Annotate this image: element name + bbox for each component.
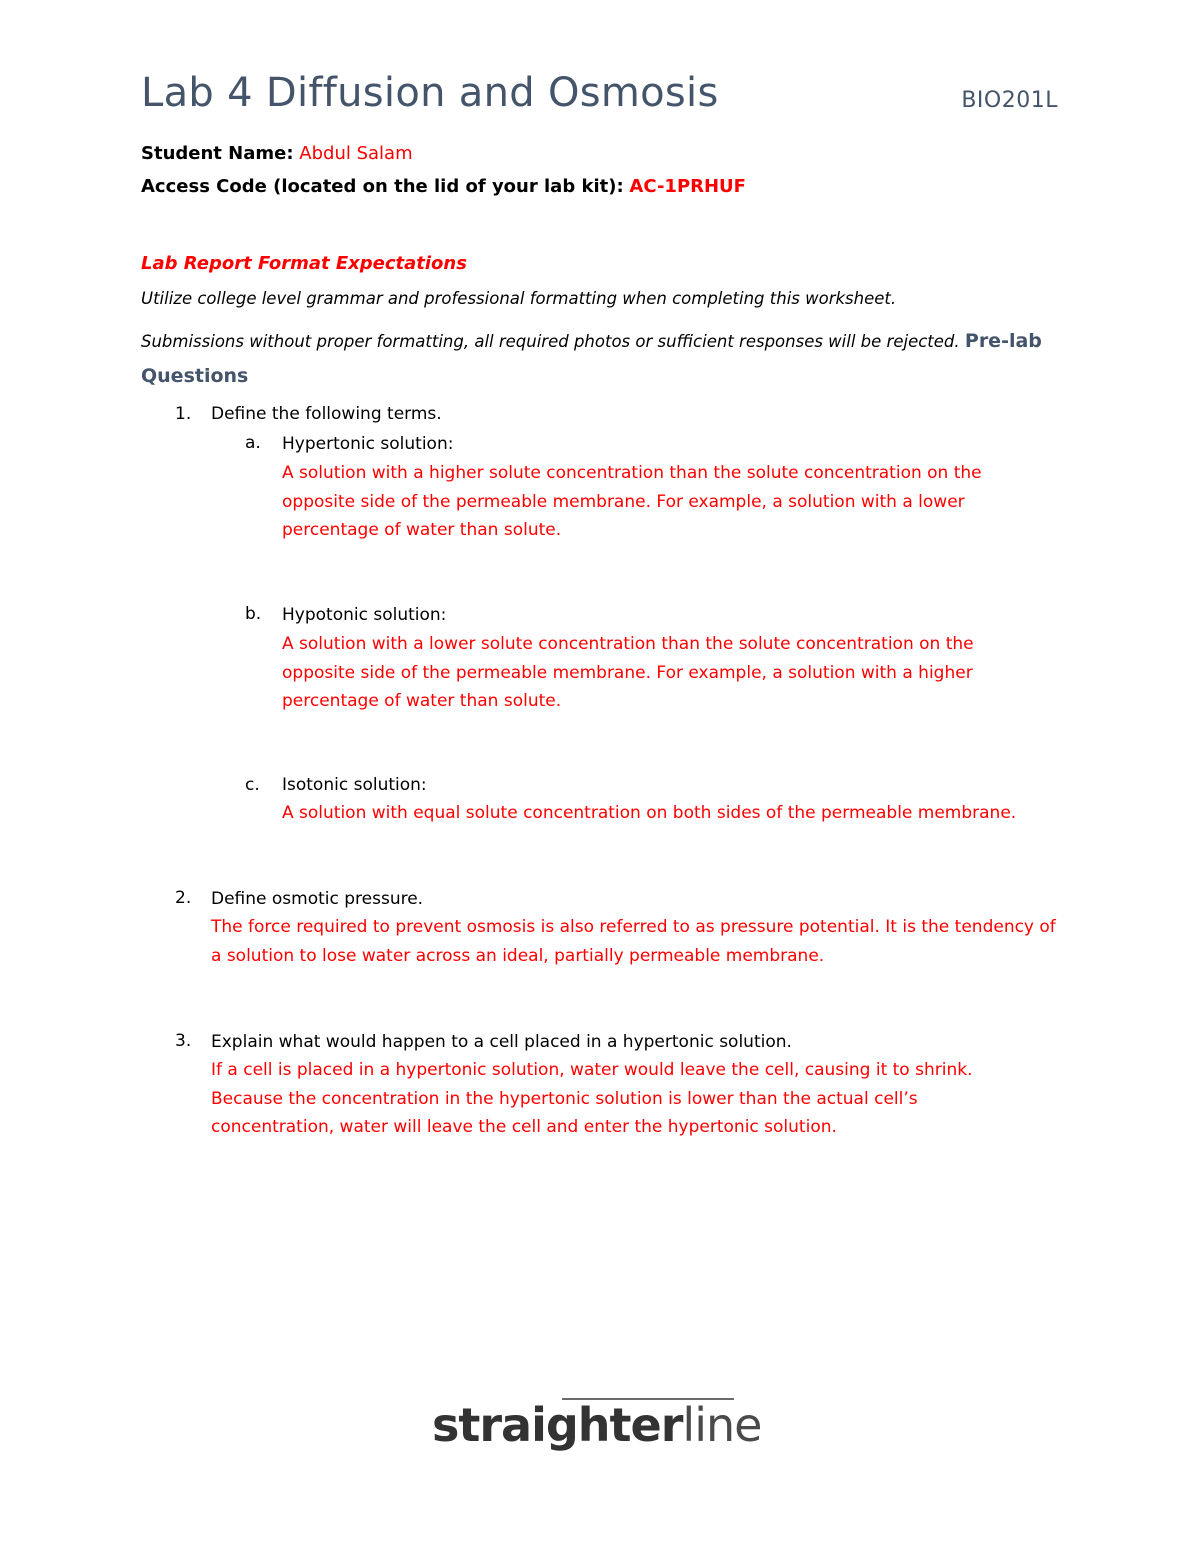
format-heading: Lab Report Format Expectations [141,253,467,274]
access-code-value: AC-1PRHUF [629,176,746,197]
question-1a-answer: A solution with a higher solute concentration than the solute concentration on the opposite side of the permeable membrane. For example, a solution with a lower percentage of water than solute. [282,463,982,540]
format-line-2-text: Submissions without proper formatting, all required photos or sufficient responses will be rejected. [141,332,960,351]
question-1-text: Define the following terms. [211,404,442,424]
logo-light-text: line [682,1398,762,1452]
logo-bold-text: straighter [432,1398,683,1452]
access-code-line [141,176,746,197]
question-1b-answer: A solution with a lower solute concentration than the solute concentration on the opposite side of the permeable membrane. For example, a solution with a higher percentage of water than solute. [282,634,974,711]
student-name-value: Abdul Salam [299,143,413,164]
question-3-text: Explain what would happen to a cell placed in a hypertonic solution. [211,1032,792,1052]
question-1b-letter: b. [245,604,262,624]
course-code: BIO201L [961,88,1058,113]
logo-wordmark [432,1398,761,1452]
student-name-label: Student Name: [141,143,294,164]
format-line-2 [141,324,1061,394]
prelab-heading: Pre-lab Questions [141,330,1042,387]
question-1a-letter: a. [245,433,261,453]
question-1c-answer: A solution with equal solute concentration on both sides of the permeable membrane. [282,803,1017,823]
question-1b-term: Hypotonic solution: [282,605,447,625]
document-title: Lab 4 Diffusion and Osmosis [141,70,719,116]
question-2-number: 2. [175,888,192,908]
access-code-label: Access Code (located on the lid of your lab kit): [141,176,624,197]
student-name-line [141,143,413,164]
question-1a-term: Hypertonic solution: [282,434,454,454]
question-2-answer: The force required to prevent osmosis is also referred to as pressure potential. It is the tendency of a solution to lose water across an ideal, partially permeable membrane. [211,917,1056,966]
question-1c-letter: c. [245,775,260,795]
question-3-answer: If a cell is placed in a hypertonic solution, water would leave the cell, causing it to shrink. Because the concentration in the hypertonic solution is lower than the actual cell’s concentration, water will leave the cell and enter the hypertonic solution. [211,1060,973,1137]
straighterline-logo [432,1398,762,1458]
question-2-text: Define osmotic pressure. [211,889,424,909]
format-line-1: Utilize college level grammar and professional formatting when completing this worksheet. [141,289,897,308]
question-3-number: 3. [175,1031,192,1051]
question-1-number: 1. [175,404,192,424]
question-1c-term: Isotonic solution: [282,775,427,795]
